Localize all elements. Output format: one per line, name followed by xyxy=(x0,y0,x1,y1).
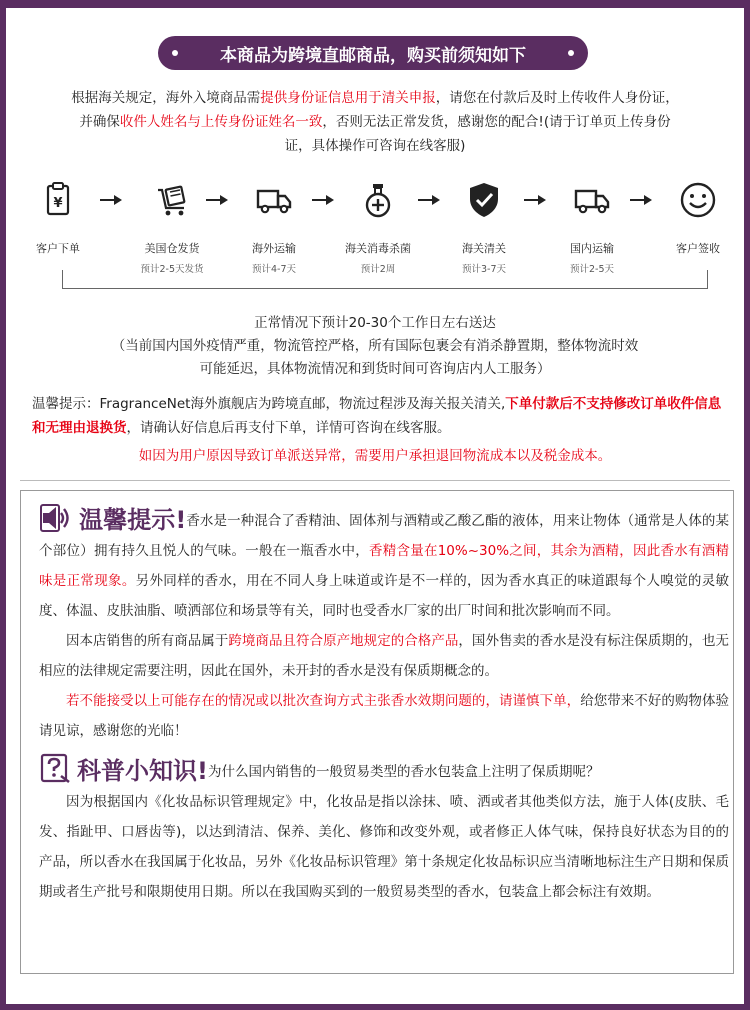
flow-step-title: 海关清关 xyxy=(462,242,506,255)
arrow-right-icon xyxy=(418,192,442,208)
perfume-notice-box xyxy=(20,490,734,974)
flow-step-title: 海关消毒杀菌 xyxy=(345,242,411,255)
notice-highlight: 若不能接受以上可能存在的情况或以批次查询方式主张香水效期问题的，请谨慎下单， xyxy=(66,693,581,709)
flow-step xyxy=(434,180,534,275)
intro-text: ，否则无法正常发货，感谢您的配合!(请于订单页上传身份 xyxy=(322,114,671,130)
notice-paragraph xyxy=(39,752,729,787)
notice-paragraph xyxy=(39,626,729,686)
arrow-right-icon xyxy=(100,192,124,208)
intro-text: 证，具体操作可咨询在线客服) xyxy=(284,138,466,154)
flow-step-duration: 预计2-5天发货 xyxy=(140,264,204,275)
warm-tip-heading: 温馨提示! xyxy=(79,506,187,534)
flow-step xyxy=(648,180,748,256)
science-tip-heading: 科普小知识! xyxy=(77,757,208,785)
delivery-estimate-line: （当前国内国外疫情严重，物流管控严格，所有国际包裹会有消杀静置期，整体物流时效 xyxy=(111,338,639,354)
tips-text: ，请确认好信息后再支付下单，详情可咨询在线客服。 xyxy=(126,420,451,436)
flow-step xyxy=(542,180,642,275)
notice-text: 香水是一种混合了香精油、固体剂与酒精或乙酸乙酯的液体，用来让物体（通常是人体的某个部位）拥有持久且悦人的气味。一般在一瓶香水中， xyxy=(39,513,730,559)
header-title: 本商品为跨境直邮商品，购买前须知如下 xyxy=(220,45,526,66)
flow-step-title: 客户下单 xyxy=(36,242,80,255)
notice-highlight: 跨境商品且符合原产地规定的合格产品 xyxy=(228,633,459,649)
intro-text: 并确保 xyxy=(79,114,120,130)
frame-left xyxy=(0,0,6,1010)
flow-step-title: 美国仓发货 xyxy=(144,242,200,255)
customs-intro xyxy=(30,86,720,158)
tips-highlight: 下单付款后不支持修改订单收件信息和无理由退换货 xyxy=(32,396,722,436)
flow-step xyxy=(224,180,324,275)
flow-step-title: 客户签收 xyxy=(676,242,720,255)
flow-step-duration: 预计2周 xyxy=(360,264,396,275)
intro-text: 根据海关规定，海外入境商品需 xyxy=(71,90,261,106)
user-cost-notice: 如因为用户原因导致订单派送异常，需要用户承担退回物流成本以及税金成本。 xyxy=(138,448,612,464)
sterilization-flask-icon xyxy=(358,180,398,220)
flow-step-duration: 预计3-7天 xyxy=(461,264,507,275)
svg-text:¥: ¥ xyxy=(53,196,63,211)
intro-highlight: 提供身份证信息用于清关申报 xyxy=(260,90,436,106)
bullet-dot-icon xyxy=(172,50,178,56)
section-divider xyxy=(20,480,730,481)
warehouse-cart-icon xyxy=(152,180,192,220)
timeline-bracket xyxy=(62,270,708,289)
arrow-right-icon xyxy=(524,192,548,208)
smiley-face-icon xyxy=(678,180,718,220)
delivery-estimate-line: 可能延迟，具体物流情况和到货时间可咨询店内人工服务） xyxy=(199,361,551,377)
shield-check-icon xyxy=(464,180,504,220)
warm-tips xyxy=(32,392,722,440)
notice-highlight: 香精含量在10%~30%之间，其余为酒精，因此香水有酒精味是正常现象。 xyxy=(39,543,730,589)
notice-text: ，国外售卖的香水是没有标注保质期的，也无相应的法律规定需要注明，因此在国外，未开封的香水是没有保质期概念的。 xyxy=(39,633,729,679)
frame-bottom xyxy=(0,1004,750,1010)
flow-step-duration: 预计2-5天 xyxy=(569,264,615,275)
flow-step-title: 海外运输 xyxy=(252,242,296,255)
intro-text: ，请您在付款后及时上传收件人身份证， xyxy=(435,90,679,106)
bullet-dot-icon xyxy=(568,50,574,56)
delivery-estimate-line: 正常情况下预计20-30个工作日左右送达 xyxy=(254,315,496,331)
flow-step xyxy=(328,180,428,275)
notice-text: 给您带来不好的购物体验请见谅，感谢您的光临！ xyxy=(39,693,729,739)
header-banner xyxy=(158,36,588,70)
question-doc-icon xyxy=(39,752,71,784)
frame-top xyxy=(0,0,750,8)
arrow-right-icon xyxy=(206,192,230,208)
notice-text: 因本店销售的所有商品属于 xyxy=(66,633,229,649)
truck-icon xyxy=(572,180,612,220)
intro-highlight: 收件人姓名与上传身份证姓名一致 xyxy=(119,114,323,130)
speaker-icon xyxy=(39,503,73,533)
notice-text: 另外同样的香水，用在不同人身上味道或许是不一样的，因为香水真正的味道跟每个人嗅觉的灵敏度、体温、皮肤油脂、喷洒部位和场景等有关，同时也受香水厂家的出厂时间和批次影响而不同。 xyxy=(39,573,730,619)
notice-text: 为什么国内销售的一般贸易类型的香水包装盒上注明了保质期呢？ xyxy=(207,764,600,780)
notice-paragraph xyxy=(39,503,729,626)
tips-text: 温馨提示：FragranceNet海外旗舰店为跨境直邮，物流过程涉及海关报关清关, xyxy=(32,396,506,412)
order-receipt-icon xyxy=(38,180,78,220)
truck-icon xyxy=(254,180,294,220)
flow-step xyxy=(8,180,108,256)
frame-right xyxy=(744,0,750,1010)
arrow-right-icon xyxy=(312,192,336,208)
arrow-right-icon xyxy=(630,192,654,208)
delivery-estimate xyxy=(30,312,720,381)
flow-step-duration: 预计4-7天 xyxy=(251,264,297,275)
notice-paragraph: 因为根据国内《化妆品标识管理规定》中，化妆品是指以涂抹、喷、洒或者其他类似方法，施于人体(皮肤、毛发、指趾甲、口唇齿等)，以达到清洁、保养、美化、修饰和改变外观，或者修正人体气味，保持良好状态为目的的产品，所以香水在我国属于化妆品，另外《化妆品标识管理》第十条规定化妆品标识应当清晰地标注生产日期和保质期或者生产批号和限期使用日期。所以在我国购买到的一般贸易类型的香水，包装盒上都会标注有效期。 xyxy=(39,794,729,900)
notice-paragraph xyxy=(39,686,729,746)
flow-step-title: 国内运输 xyxy=(570,242,614,255)
